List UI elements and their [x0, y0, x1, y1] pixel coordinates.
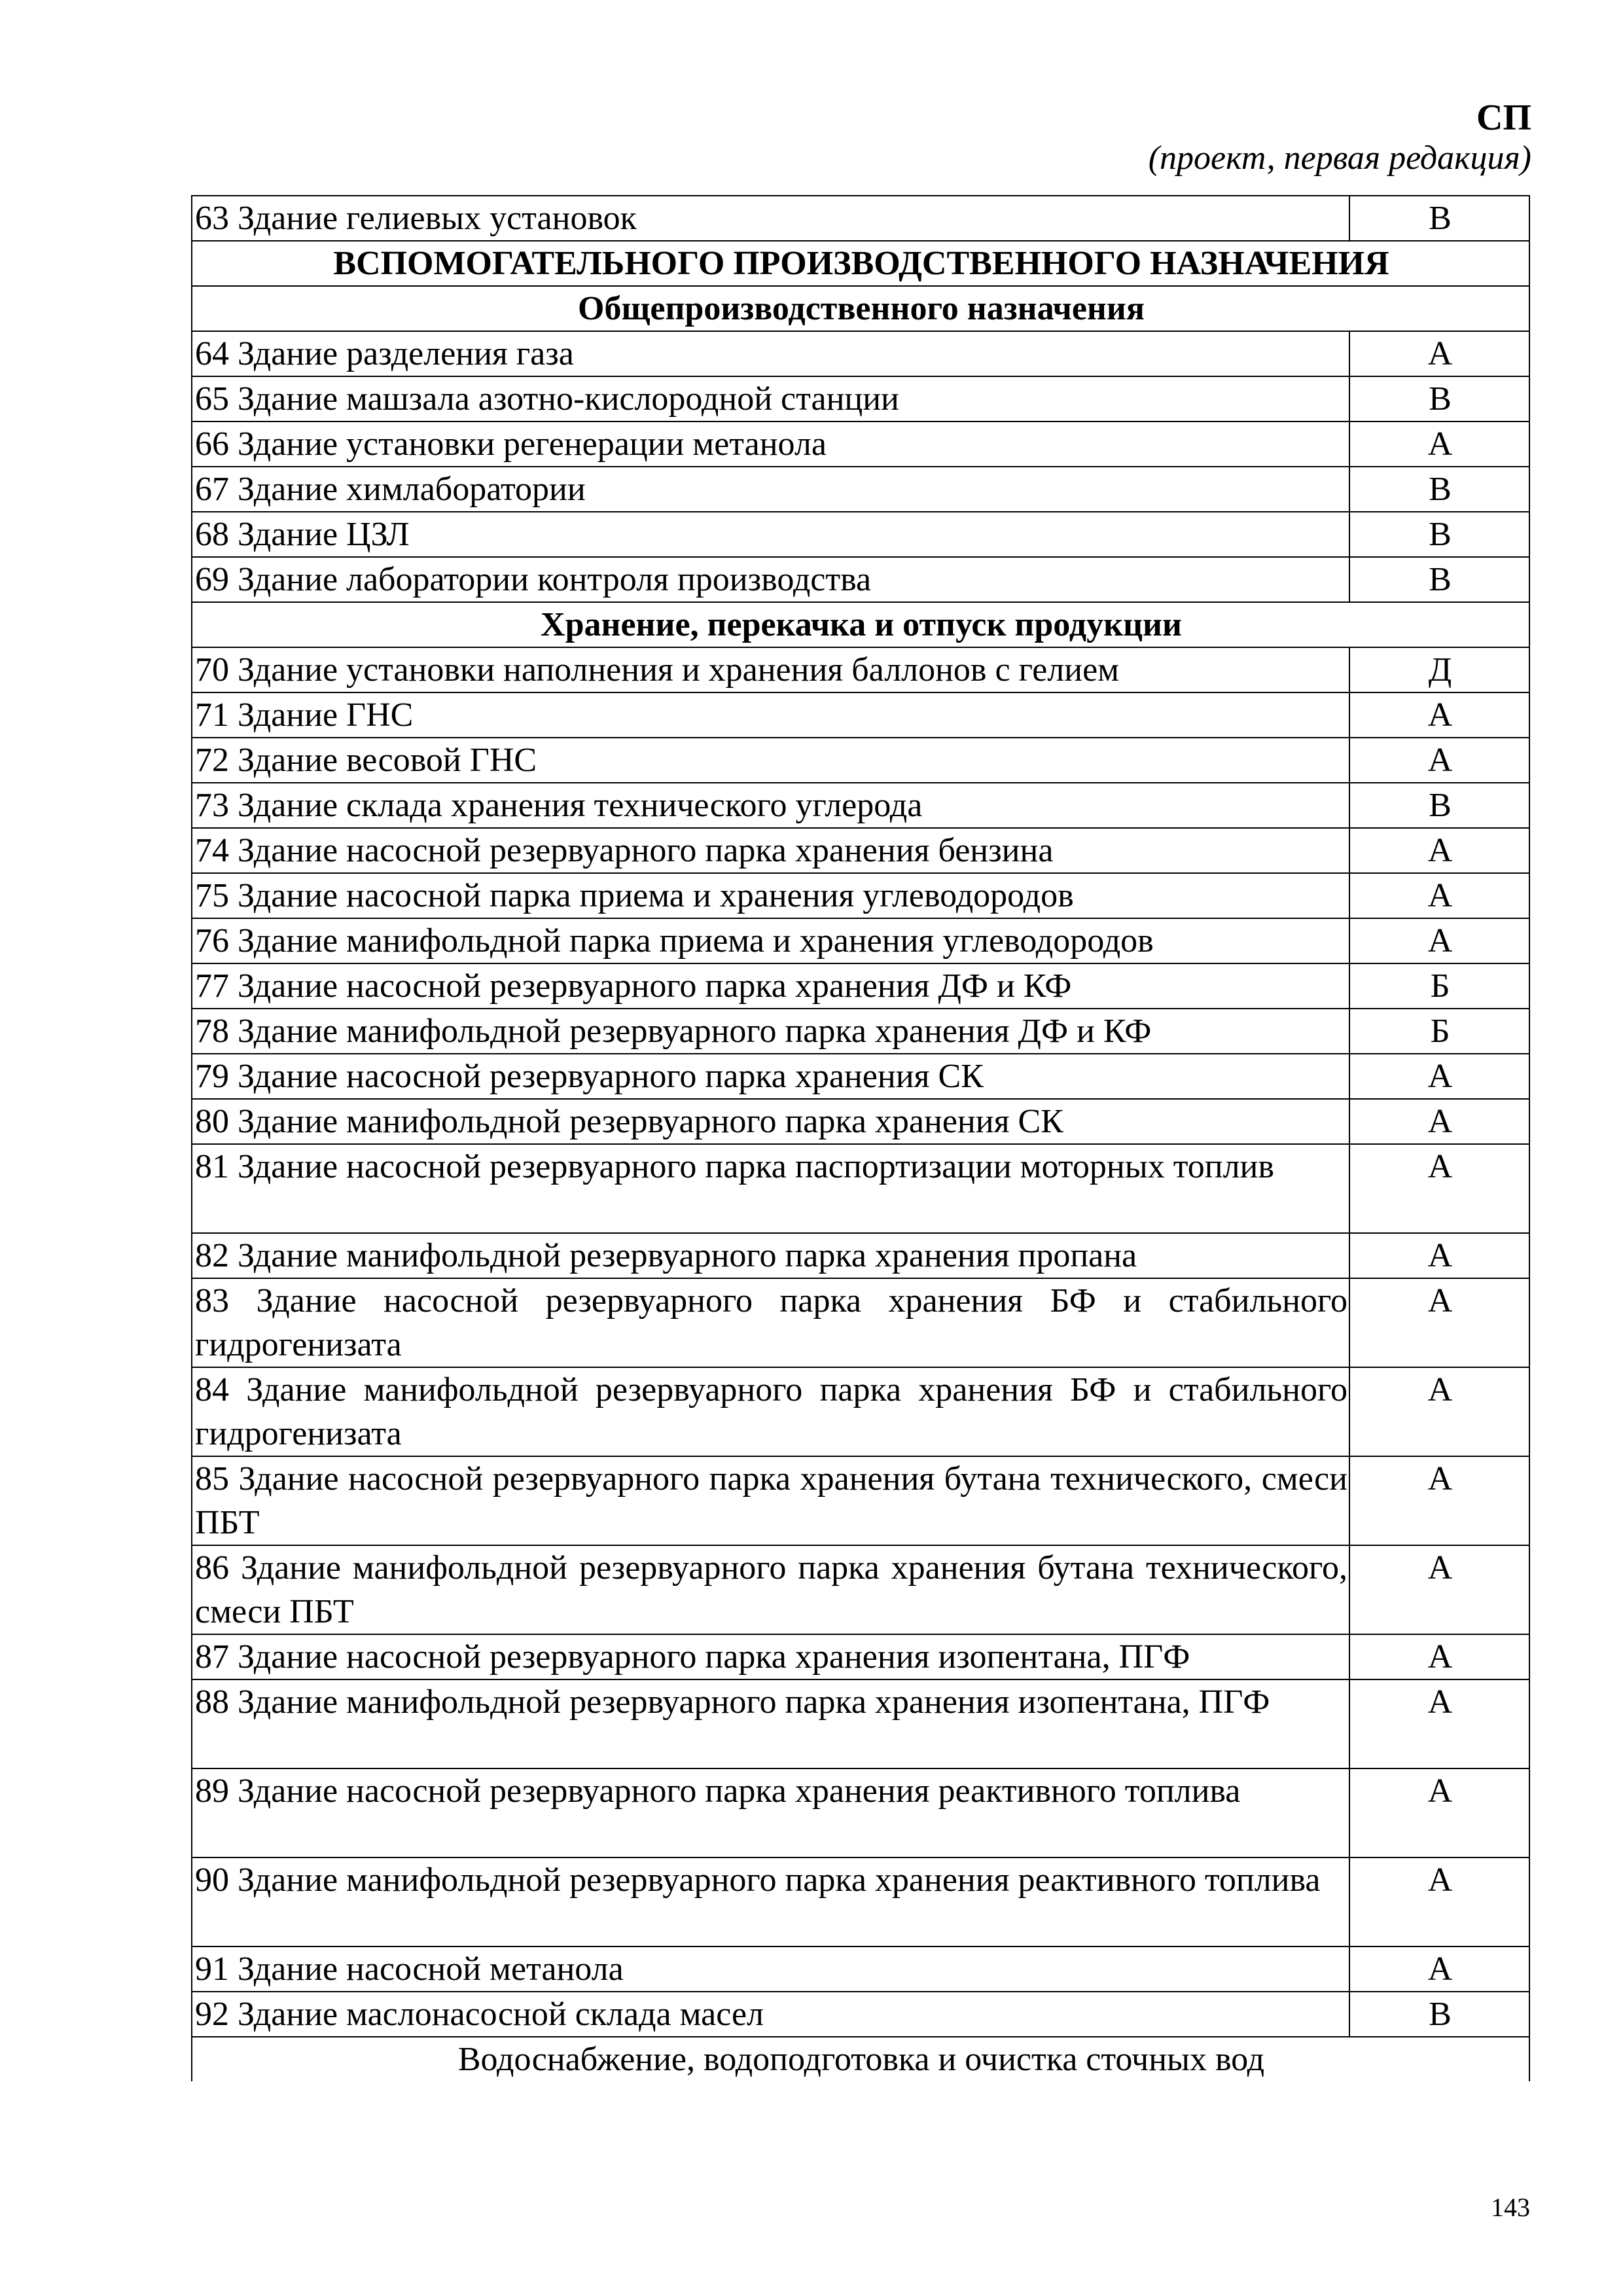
table-row	[192, 738, 1529, 783]
table-row	[192, 376, 1529, 422]
category-cell: А	[1349, 1054, 1529, 1099]
building-name: 90 Здание манифольдной резервуарного парка хранения реактивного топлива	[192, 1857, 1349, 1946]
category-cell: А	[1349, 828, 1529, 873]
category-cell: А	[1349, 1679, 1529, 1768]
section-heading-row	[192, 602, 1529, 647]
building-name: 85 Здание насосной резервуарного парка хранения бутана технического, смеси ПБТ	[192, 1456, 1349, 1545]
table-row	[192, 783, 1529, 828]
building-name: 72 Здание весовой ГНС	[192, 738, 1349, 783]
category-cell: В	[1349, 557, 1529, 602]
table-row	[192, 647, 1529, 692]
table-row	[192, 873, 1529, 918]
table-row	[192, 1054, 1529, 1099]
category-cell: А	[1349, 738, 1529, 783]
section-heading: Общепроизводственного назначения	[192, 286, 1529, 331]
category-cell: А	[1349, 331, 1529, 376]
category-cell: В	[1349, 467, 1529, 512]
building-name: 91 Здание насосной метанола	[192, 1946, 1349, 1992]
section-heading-row	[192, 286, 1529, 331]
building-name: 82 Здание манифольдной резервуарного парка хранения пропана	[192, 1233, 1349, 1278]
table-row	[192, 1946, 1529, 1992]
building-name: 84 Здание манифольдной резервуарного парка хранения БФ и стабильного гидрогенизата	[192, 1367, 1349, 1456]
building-name: 67 Здание химлаборатории	[192, 467, 1349, 512]
building-name: 64 Здание разделения газа	[192, 331, 1349, 376]
table-row	[192, 828, 1529, 873]
category-cell: Б	[1349, 963, 1529, 1009]
table-row	[192, 196, 1529, 241]
category-cell: А	[1349, 1857, 1529, 1946]
building-name: 70 Здание установки наполнения и хранения баллонов с гелием	[192, 647, 1349, 692]
table-row	[192, 467, 1529, 512]
table-row	[192, 1992, 1529, 2037]
table-row	[192, 1634, 1529, 1679]
category-cell: А	[1349, 918, 1529, 963]
section-heading: Хранение, перекачка и отпуск продукции	[192, 602, 1529, 647]
building-name: 78 Здание манифольдной резервуарного парка хранения ДФ и КФ	[192, 1009, 1349, 1054]
table-row	[192, 692, 1529, 738]
table-row	[192, 557, 1529, 602]
table-row	[192, 1009, 1529, 1054]
table-row	[192, 1768, 1529, 1857]
building-name: 69 Здание лаборатории контроля производства	[192, 557, 1349, 602]
table-row	[192, 1367, 1529, 1456]
category-cell: А	[1349, 1278, 1529, 1367]
building-category-table	[191, 195, 1530, 2081]
building-name: 74 Здание насосной резервуарного парка хранения бензина	[192, 828, 1349, 873]
category-cell: В	[1349, 512, 1529, 557]
category-cell: Д	[1349, 647, 1529, 692]
table-row	[192, 331, 1529, 376]
building-name: 87 Здание насосной резервуарного парка хранения изопентана, ПГФ	[192, 1634, 1349, 1679]
building-name: 86 Здание манифольдной резервуарного парка хранения бутана технического, смеси ПБТ	[192, 1545, 1349, 1634]
category-cell: А	[1349, 1768, 1529, 1857]
table-row	[192, 1545, 1529, 1634]
category-cell: В	[1349, 196, 1529, 241]
table-row	[192, 1456, 1529, 1545]
category-cell: А	[1349, 1367, 1529, 1456]
table-row	[192, 963, 1529, 1009]
category-cell: А	[1349, 1456, 1529, 1545]
building-name: 66 Здание установки регенерации метанола	[192, 422, 1349, 467]
table-row	[192, 1857, 1529, 1946]
category-cell: А	[1349, 1233, 1529, 1278]
table-row	[192, 1278, 1529, 1367]
document-code: СП	[1476, 98, 1531, 138]
category-cell: А	[1349, 422, 1529, 467]
table-row	[192, 918, 1529, 963]
category-cell: В	[1349, 783, 1529, 828]
document-status: (проект, первая редакция)	[1148, 139, 1531, 177]
table-row	[192, 512, 1529, 557]
building-name: 92 Здание маслонасосной склада масел	[192, 1992, 1349, 2037]
building-name: 71 Здание ГНС	[192, 692, 1349, 738]
building-name: 88 Здание манифольдной резервуарного парка хранения изопентана, ПГФ	[192, 1679, 1349, 1768]
table-row	[192, 422, 1529, 467]
building-name: 79 Здание насосной резервуарного парка хранения СК	[192, 1054, 1349, 1099]
category-cell: В	[1349, 376, 1529, 422]
page-number: 143	[1491, 2193, 1530, 2222]
table-row	[192, 1144, 1529, 1233]
building-name: 68 Здание ЦЗЛ	[192, 512, 1349, 557]
building-name: 65 Здание машзала азотно-кислородной станции	[192, 376, 1349, 422]
category-cell: А	[1349, 873, 1529, 918]
building-name: 77 Здание насосной резервуарного парка хранения ДФ и КФ	[192, 963, 1349, 1009]
building-name: 89 Здание насосной резервуарного парка хранения реактивного топлива	[192, 1768, 1349, 1857]
section-heading: ВСПОМОГАТЕЛЬНОГО ПРОИЗВОДСТВЕННОГО НАЗНАЧЕНИЯ	[192, 241, 1529, 286]
category-cell: А	[1349, 1144, 1529, 1233]
category-cell: А	[1349, 1634, 1529, 1679]
table-row	[192, 1099, 1529, 1144]
building-name: 81 Здание насосной резервуарного парка паспортизации моторных топлив	[192, 1144, 1349, 1233]
category-cell: Б	[1349, 1009, 1529, 1054]
category-cell: А	[1349, 692, 1529, 738]
section-heading-row	[192, 2037, 1529, 2081]
category-cell: А	[1349, 1099, 1529, 1144]
building-name: 83 Здание насосной резервуарного парка хранения БФ и стабильного гидрогенизата	[192, 1278, 1349, 1367]
building-name: 75 Здание насосной парка приема и хранения углеводородов	[192, 873, 1349, 918]
building-name: 80 Здание манифольдной резервуарного парка хранения СК	[192, 1099, 1349, 1144]
table-row	[192, 1233, 1529, 1278]
section-heading: Водоснабжение, водоподготовка и очистка сточных вод	[192, 2037, 1529, 2081]
building-name: 76 Здание манифольдной парка приема и хранения углеводородов	[192, 918, 1349, 963]
section-heading-row	[192, 241, 1529, 286]
building-name: 73 Здание склада хранения технического углерода	[192, 783, 1349, 828]
category-cell: В	[1349, 1992, 1529, 2037]
building-name: 63 Здание гелиевых установок	[192, 196, 1349, 241]
category-cell: А	[1349, 1545, 1529, 1634]
category-cell: А	[1349, 1946, 1529, 1992]
table-row	[192, 1679, 1529, 1768]
